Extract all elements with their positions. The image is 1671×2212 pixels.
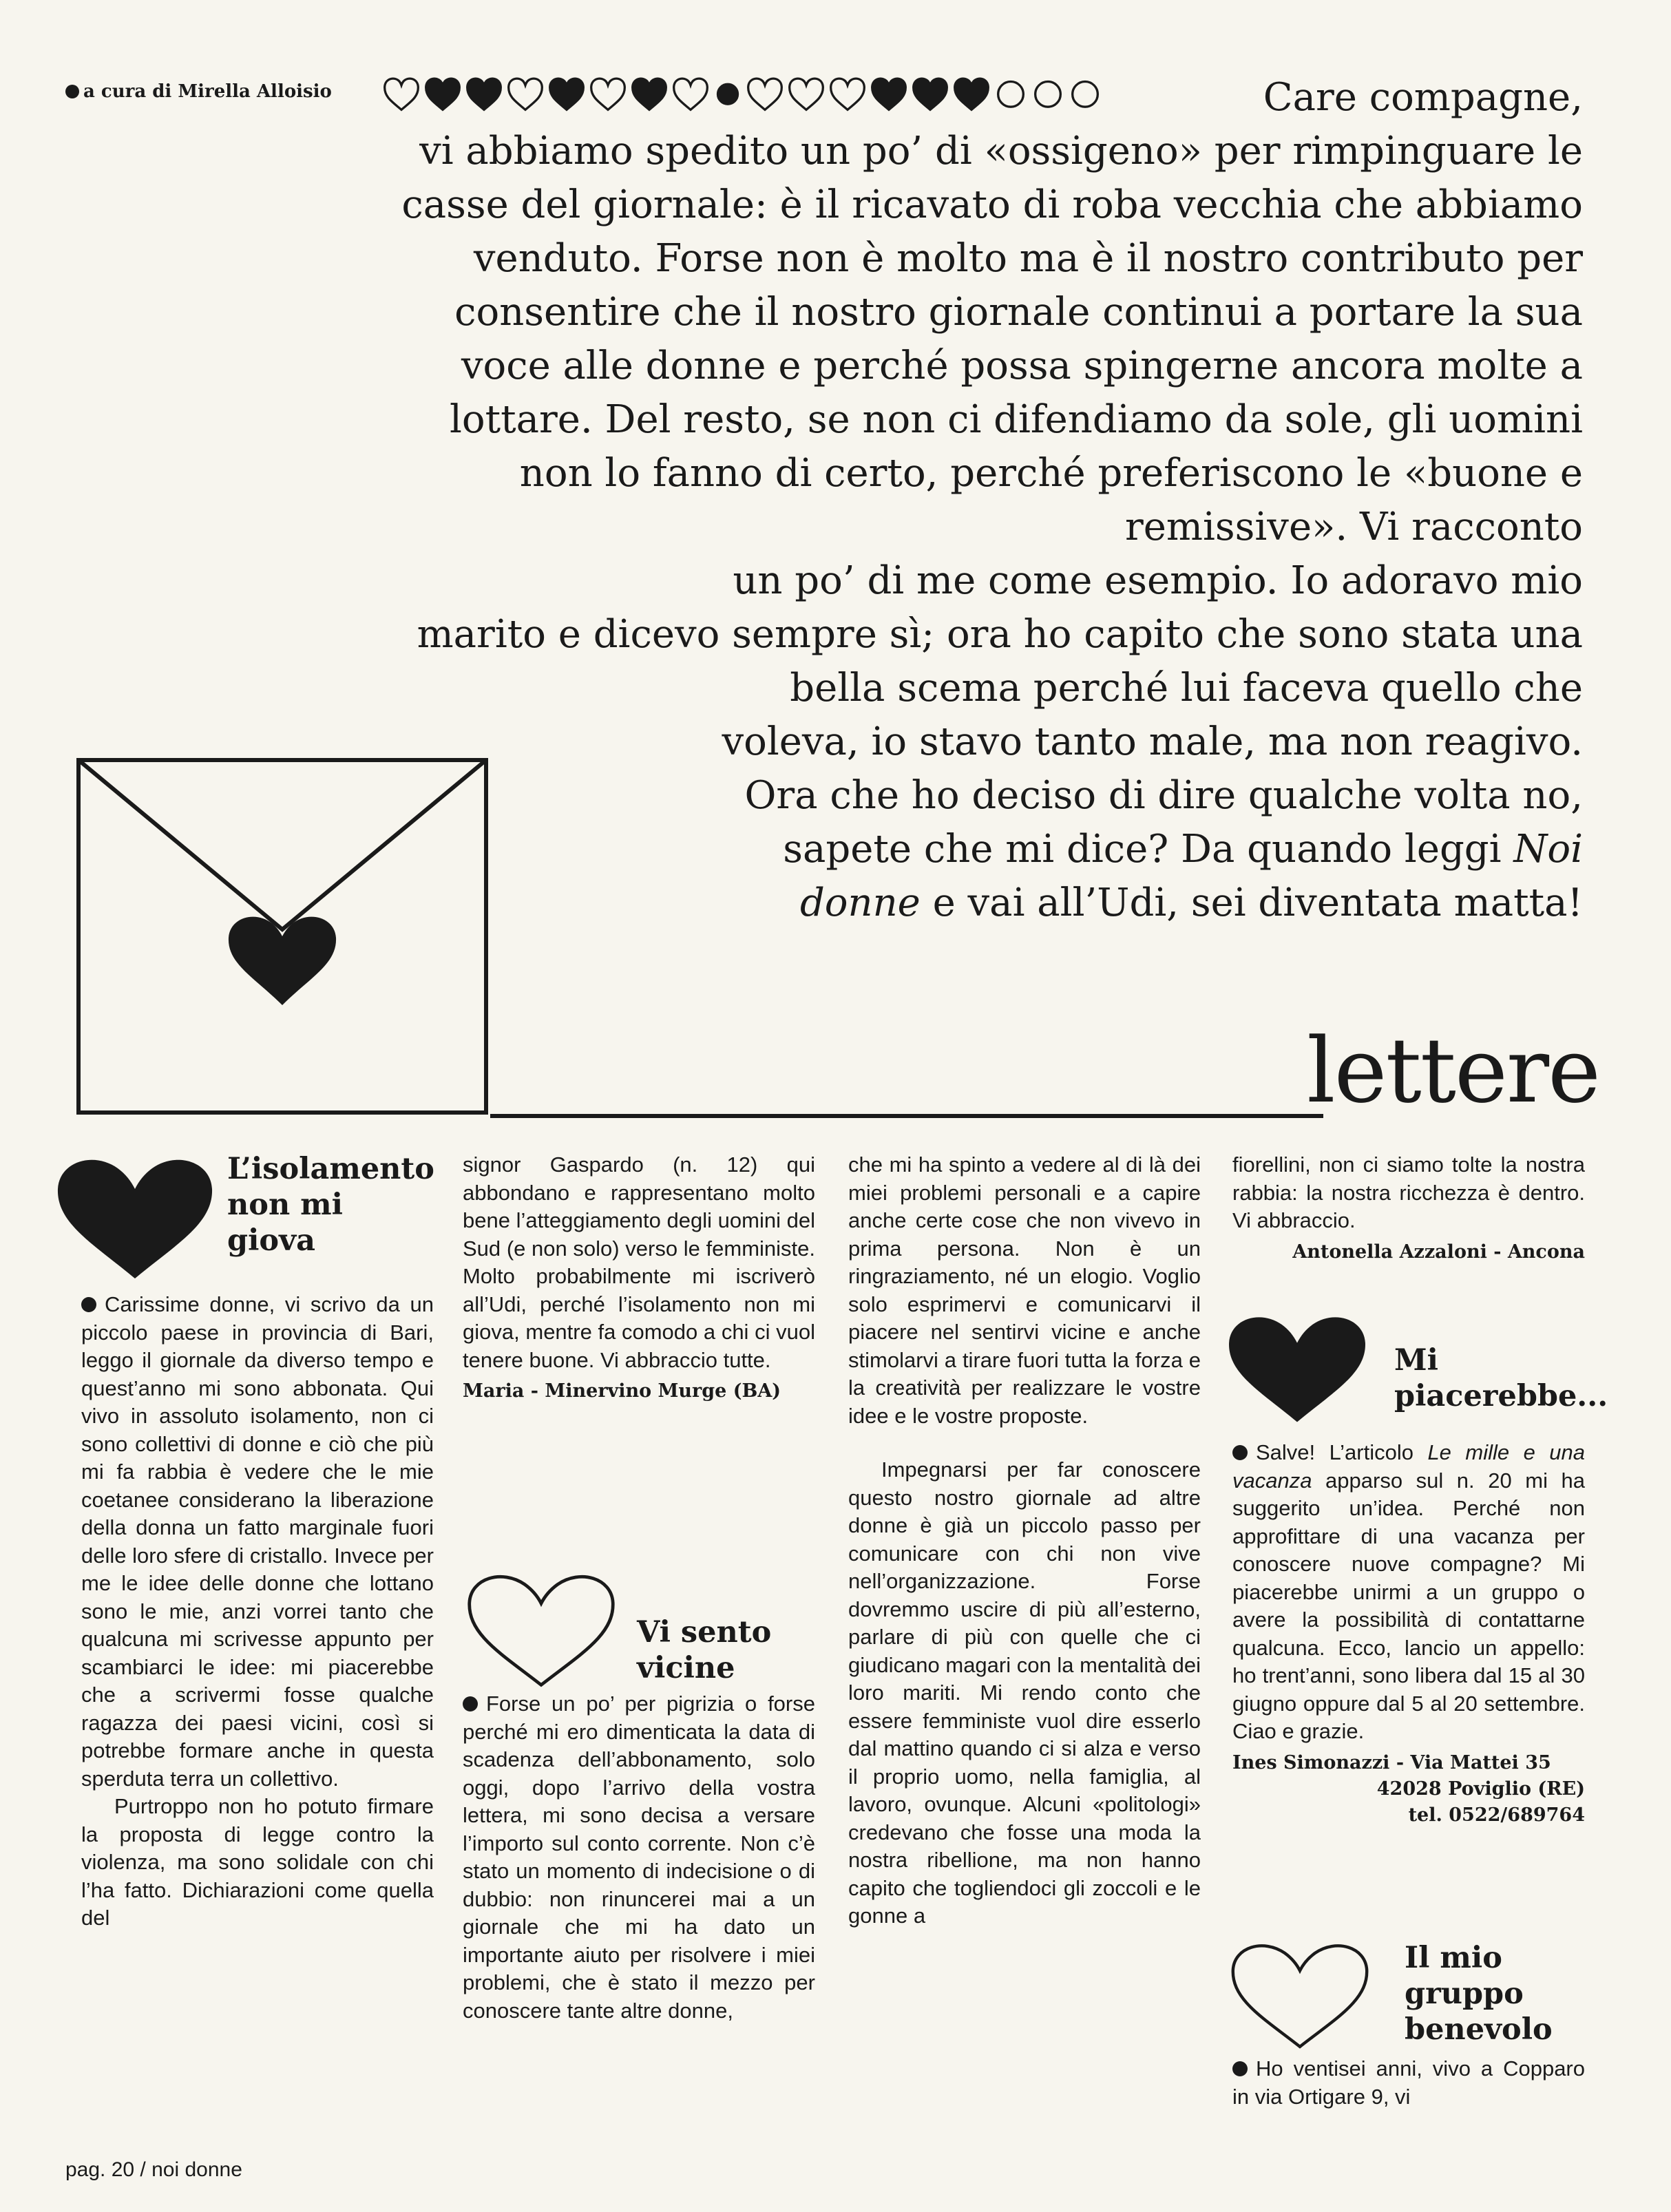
bullet-dot-icon (463, 1696, 478, 1711)
col4-heading-2: Il mio gruppo benevolo (1405, 1941, 1553, 2047)
col3-paragraph-1: che mi ha spinto a vedere al di là dei miei problemi personali e a capire anche certe cose che non vivevo in prima persona. Non è un ringraziamento, né un elogio. Voglio solo esprimervi e comunicarvi il piacere nel sentirvi vicine e anche stimolarvi a tirare fuori tutta la forza e la creatività per realizzare le vostre idee e le vostre proposte. (848, 1152, 1201, 1428)
intro-line-9: remissive». Vi racconto (1125, 505, 1583, 549)
col2-letter (463, 1151, 815, 1404)
intro-line-11: marito e dicevo sempre sì; ora ho capito che sono stata una (417, 612, 1583, 657)
intro-line-6: voce alle donne e perché possa spingerne ancora molte a (461, 344, 1583, 388)
intro-line-12: bella scema perché lui faceva quello che (790, 666, 1583, 710)
col4-heading-1: Mi piacerebbe... (1394, 1343, 1608, 1413)
intro-line-5: consentire che il nostro giornale continui a portare la sua (454, 290, 1583, 335)
section-rule (490, 1114, 1323, 1118)
filled-heart-icon (911, 74, 949, 113)
outline-heart-icon (1227, 1935, 1373, 2053)
filled-heart-icon (465, 74, 503, 113)
envelope-heart-icon (76, 757, 489, 1115)
filled-heart-icon (1224, 1308, 1370, 1426)
outline-heart-icon (461, 1566, 621, 1690)
filled-heart-icon (870, 74, 908, 113)
filled-heart-icon (952, 74, 991, 113)
col2-heading: Vi sento vicine (637, 1615, 772, 1685)
col2-signature: Maria - Minervino Murge (BA) (463, 1380, 781, 1402)
bullet-dot-icon (1232, 2061, 1248, 2076)
intro-line-4: venduto. Forse non è molto ma è il nostro contributo per (473, 236, 1583, 281)
filled-heart-icon (52, 1151, 218, 1282)
outline-heart-icon (787, 74, 826, 113)
col2-paragraph-2: Forse un po’ per pigrizia o forse perché mi ero dimenticata la data di scadenza dell’abbonamento, solo oggi, dopo l’arrivo della vostra lettera, mi sono decisa a versare l’importo sul conto corrente. Non c’è stato un momento di indecisione o di dubbio: non rinuncerei mai a un giornale che mi ha dato un importante aiuto per risolvere i miei problemi, che è stato il mezzo per conoscere tante altre donne, (463, 1692, 815, 2023)
decorative-hearts-row (382, 69, 1181, 118)
bullet-dot-icon (65, 85, 79, 98)
bullet-dot-icon (1232, 1445, 1248, 1460)
col4-letter-2: Salve! L’articolo Le mille e una vacanza apparso sul n. 20 mi ha suggerito un’idea. Perché non approfittare di una vacanza per conoscere nuove compagne? Mi piacerebbe unirmi a un gruppo o avere la possibilità di contattarne qualcuna. Ecco, lancio un appello: ho trent’anni, sono libera dal 15 al 30 giugno oppure dal 5 al 20 settembre. Ciao e grazie. Ines Simonazzi - Via Mattei 35 42028 Poviglio (RE) tel. 0522/689764 (1232, 1439, 1585, 1829)
outline-heart-icon (671, 74, 710, 113)
filled-heart-icon (547, 74, 586, 113)
col2-paragraph-1: signor Gaspardo (n. 12) qui abbondano e rappresentano molto bene l’atteggiamento degli uomini del Sud (e non solo) verso le femministe. Molto probabilmente mi iscriverò all’Udi, perché l’isolamento non mi giova, mentre fa comodo a chi ci vuol tenere buone. Vi abbraccio tutte. (463, 1152, 815, 1372)
filled-circle-icon (713, 74, 743, 113)
intro-line-2: vi abbiamo spedito un po’ di «ossigeno» per rimpinguare le (419, 129, 1583, 173)
bullet-dot-icon (81, 1297, 96, 1312)
intro-line-14: Ora che ho deciso di dire qualche volta no, (744, 773, 1583, 818)
col1-paragraph-2: Purtroppo non ho potuto firmare la proposta di legge contro la violenza, ma sono solidale con chi l’ha fatto. Dichiarazioni come quella del (81, 1794, 434, 1930)
outline-heart-icon (828, 74, 867, 113)
col3-paragraph-2: Impegnarsi per far conoscere questo nostro giornale ad altre donne è già un piccolo passo per comunicare con chi non vive nell’organizzazione. Forse dovremmo uscire di più all’esterno, parlare di più con quelle che ci giudicano magari con la mentalità dei loro mariti. Mi rendo conto che essere femministe vuol dire esserlo dal mattino quando ci si alza e verso il proprio uomo, nella famiglia, al lavoro, ovunque. Alcuni «politologi» credevano che fosse una moda la nostra ribellione, ma non hanno capito che togliendoci gli zoccoli e le gonne a (848, 1457, 1201, 1928)
section-title: lettere (1307, 1018, 1600, 1123)
page-footer: pag. 20 / noi donne (65, 2158, 242, 2181)
intro-line-13: voleva, io stavo tanto male, ma non reagivo. (722, 719, 1583, 764)
intro-line-8: non lo fanno di certo, perché preferiscono le «buone e (519, 451, 1583, 496)
col1-heading: L’isolamento non mi giova (227, 1152, 434, 1258)
outline-circle-icon (1068, 74, 1102, 113)
intro-line-10: un po’ di me come esempio. Io adoravo mio (733, 558, 1583, 603)
credit-text: a cura di Mirella Alloisio (83, 81, 332, 102)
col4-letter (1232, 1151, 1585, 1265)
col3-letter (848, 1151, 1201, 1930)
outline-heart-icon (382, 74, 421, 113)
intro-line-3: casse del giornale: è il ricavato di roba vecchia che abbiamo (401, 182, 1583, 227)
outline-heart-icon (589, 74, 627, 113)
intro-line-7: lottare. Del resto, se non ci difendiamo da sole, gli uomini (450, 397, 1583, 442)
col4-signature-1: Antonella Azzaloni - Ancona (1292, 1241, 1585, 1263)
outline-circle-icon (1031, 74, 1065, 113)
col4-signature-2: Ines Simonazzi - Via Mattei 35 42028 Poviglio (RE) tel. 0522/689764 (1232, 1751, 1585, 1826)
intro-line-16: donne e vai all’Udi, sei diventata matta! (799, 881, 1583, 925)
col2-letter-2 (463, 1690, 815, 2025)
outline-heart-icon (506, 74, 545, 113)
filled-heart-icon (630, 74, 669, 113)
editor-credit (65, 81, 332, 102)
outline-heart-icon (746, 74, 784, 113)
intro-line-15: sapete che mi dice? Da quando leggi Noi (783, 827, 1583, 872)
col4-letter-3 (1232, 2055, 1585, 2111)
col1-letter (81, 1291, 434, 1932)
filled-heart-icon (423, 74, 462, 113)
col1-paragraph-1: Carissime donne, vi scrivo da un piccolo paese in provincia di Bari, leggo il giornale da diverso tempo e quest’anno mi sono abbonata. Qui vivo in assoluto isolamento, non ci sono collettivi di donne e ciò che più mi fa rabbia è vedere che le mie coetanee considerano la liberazione della donna un fatto marginale fuori delle loro sfere di cristallo. Invece per me le idee delle donne che lottano sono le mie, anzi vorrei tanto che qualcuna mi scrivesse appunto per scambiarci le idee: mi piacerebbe che a scrivermi fosse qualche ragazza dei paesi vicini, così si potrebbe formare anche in questa sperduta terra un collettivo. (81, 1292, 434, 1791)
col4-paragraph-1: fiorellini, non ci siamo tolte la nostra rabbia: la nostra ricchezza è dentro. Vi abbraccio. (1232, 1152, 1585, 1232)
intro-line-1: Care compagne, (1263, 75, 1583, 120)
outline-circle-icon (994, 74, 1028, 113)
col4-paragraph-3: Ho ventisei anni, vivo a Copparo in via Ortigare 9, vi (1232, 2056, 1585, 2109)
